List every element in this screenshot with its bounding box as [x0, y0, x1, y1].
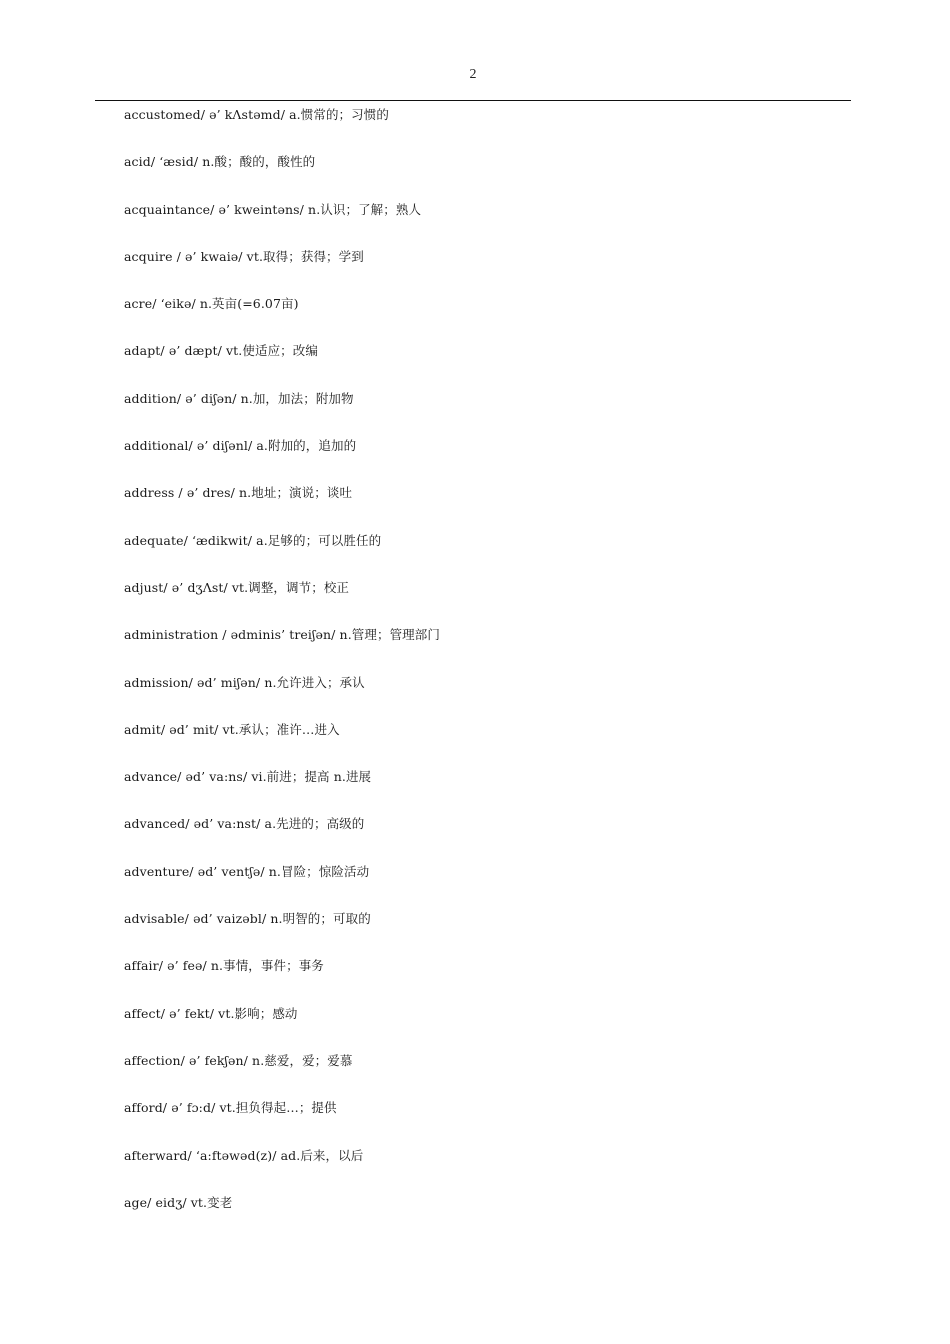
vocabulary-entry: adapt/ ə’ dæpt/ vt.使适应；改编: [124, 343, 318, 359]
header-rule: [95, 100, 851, 101]
vocabulary-entry: affect/ ə’ fekt/ vt.影响；感动: [124, 1005, 298, 1021]
vocabulary-entry: addition/ ə’ diʃən/ n.加，加法；附加物: [124, 390, 354, 406]
vocabulary-entry: additional/ ə’ diʃənl/ a.附加的，追加的: [124, 438, 357, 454]
vocabulary-entry: acre/ ‘eikə/ n.英亩(=6.07亩): [124, 296, 299, 312]
vocabulary-entry: admission/ əd’ miʃən/ n.允许进入；承认: [124, 674, 365, 690]
vocabulary-entry: accustomed/ ə’ kΛstəmd/ a.惯常的；习惯的: [124, 107, 389, 122]
vocabulary-list: [124, 105, 824, 1240]
vocabulary-entry: adventure/ əd’ ventʃə/ n.冒险；惊险活动: [124, 863, 370, 879]
vocabulary-entry: advisable/ əd’ vaizəbl/ n.明智的；可取的: [124, 911, 371, 927]
vocabulary-entry: age/ eidʒ/ vt.变老: [124, 1194, 233, 1210]
vocabulary-entry: adequate/ ‘ædikwit/ a.足够的；可以胜任的: [124, 532, 382, 548]
vocabulary-entry: acquaintance/ ə’ kweintəns/ n.认识；了解；熟人: [124, 201, 422, 217]
vocabulary-entry: adjust/ ə’ dʒΛst/ vt.调整，调节；校正: [124, 579, 350, 595]
vocabulary-entry: affair/ ə’ feə/ n.事情，事件；事务: [124, 958, 324, 974]
vocabulary-entry: acquire / ə’ kwaiə/ vt.取得；获得；学到: [124, 248, 364, 264]
vocabulary-entry: acid/ ‘æsid/ n.酸；酸的，酸性的: [124, 154, 316, 170]
vocabulary-entry: afford/ ə’ fɔ:d/ vt.担负得起…；提供: [124, 1100, 337, 1116]
page-number: 2: [469, 67, 477, 82]
vocabulary-entry: afterward/ ‘a:ftəwəd(z)/ ad.后来，以后: [124, 1147, 364, 1163]
vocabulary-entry: admit/ əd’ mit/ vt.承认；准许…进入: [124, 721, 340, 737]
vocabulary-entry: advanced/ əd’ va:nst/ a.先进的；高级的: [124, 816, 365, 832]
vocabulary-entry: affection/ ə’ fekʃən/ n.慈爱，爱；爱慕: [124, 1052, 353, 1068]
vocabulary-entry: address / ə’ dres/ n.地址；演说；谈吐: [124, 485, 353, 501]
vocabulary-entry: advance/ əd’ va:ns/ vi.前进；提高 n.进展: [124, 769, 372, 785]
vocabulary-entry: administration / ədminis’ treiʃən/ n.管理；管理部门: [124, 627, 440, 643]
